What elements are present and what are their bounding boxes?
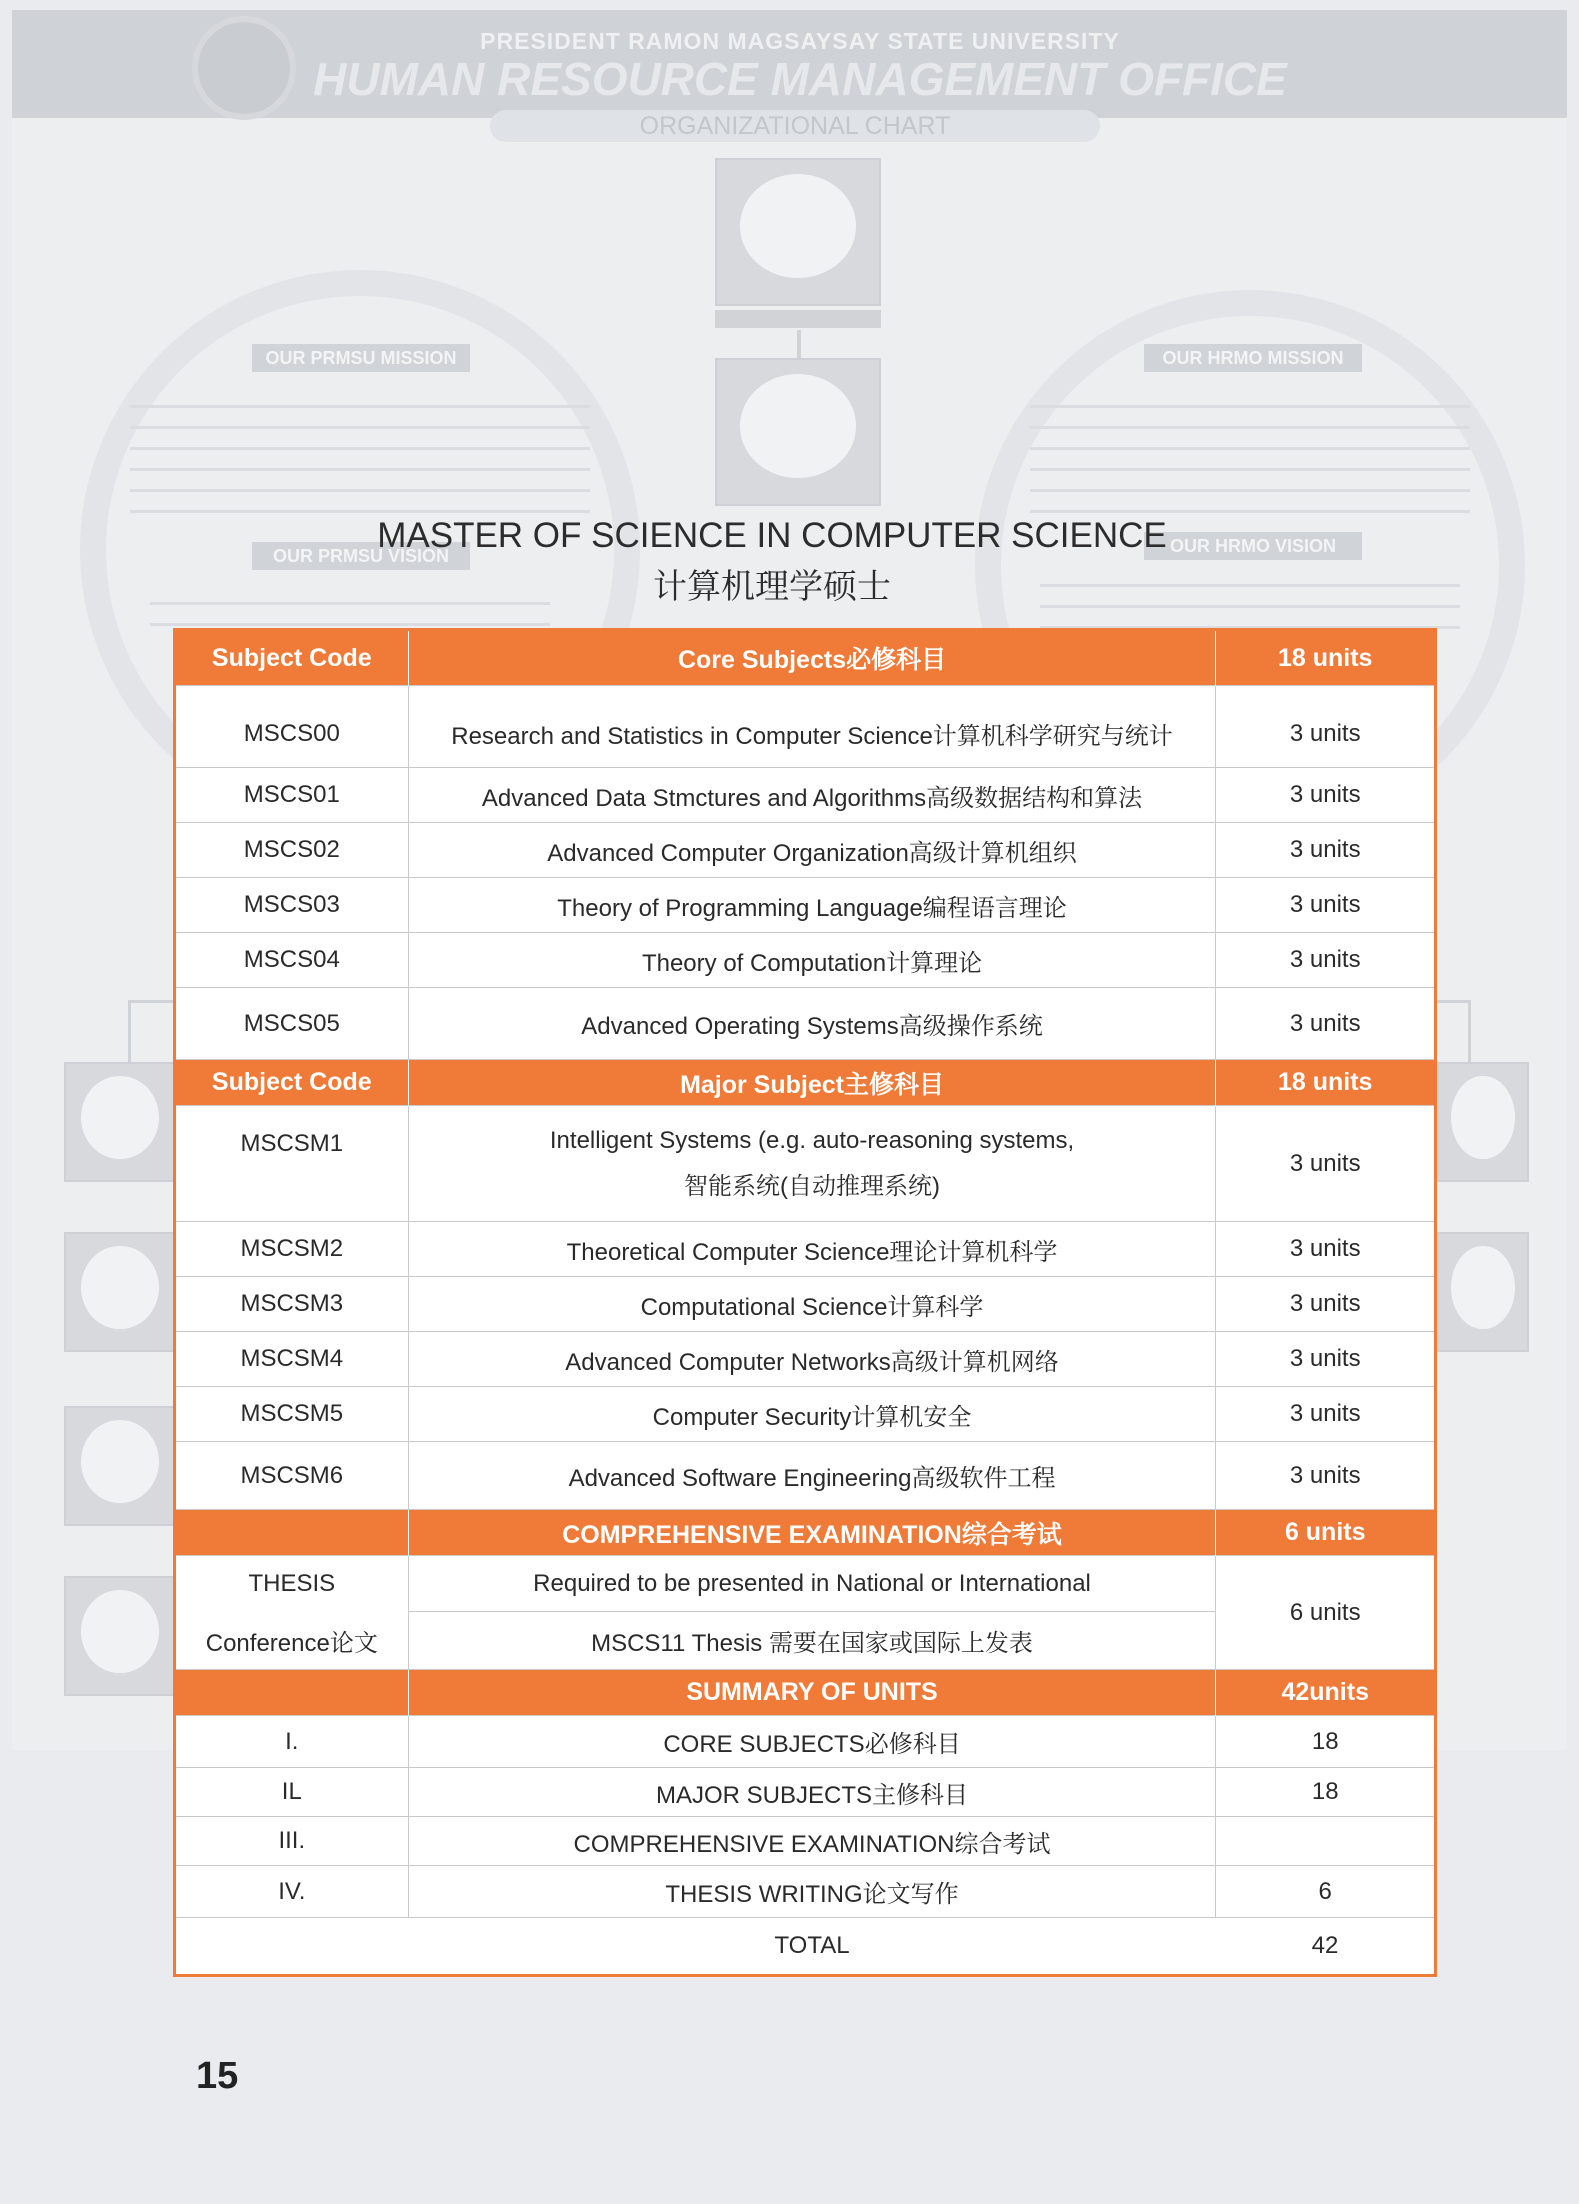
staff-photo-left-3	[64, 1406, 176, 1526]
table-row	[175, 933, 1436, 988]
table-row	[175, 1442, 1436, 1510]
subject-units: 3 units	[1216, 823, 1436, 878]
summary-blank-header	[175, 1670, 409, 1716]
summary-value: 6	[1216, 1866, 1436, 1918]
table-row	[175, 1332, 1436, 1387]
core-code-header: Subject Code	[175, 630, 409, 686]
prmsu-mission-heading: OUR PRMSU MISSION	[252, 344, 470, 372]
subject-code: MSCSM4	[175, 1332, 409, 1387]
subject-code: MSCSM1	[175, 1106, 409, 1222]
prmsu-vision-heading: OUR PRMSU VISION	[252, 542, 470, 570]
core-header-row	[175, 630, 1436, 686]
subject-title: Advanced Software Engineering高级软件工程	[408, 1442, 1216, 1510]
table-row	[175, 1222, 1436, 1277]
major-title-header: Major Subject主修科目	[408, 1060, 1216, 1106]
org-connector	[797, 330, 801, 358]
program-title: MASTER OF SCIENCE IN COMPUTER SCIENCE	[377, 516, 1167, 555]
subject-title: Theory of Computation计算理论	[408, 933, 1216, 988]
thesis-description: MSCS11 Thesis 需要在国家或国际上发表	[408, 1612, 1216, 1670]
summary-header-row	[175, 1670, 1436, 1716]
core-title-header: Core Subjects必修科目	[408, 630, 1216, 686]
subject-title: Advanced Data Stmctures and Algorithms高级数据结构和算法	[408, 768, 1216, 823]
subject-units: 3 units	[1216, 1442, 1436, 1510]
summary-header: SUMMARY OF UNITS	[408, 1670, 1216, 1716]
subject-code: MSCS02	[175, 823, 409, 878]
subject-code: MSCSM3	[175, 1277, 409, 1332]
org-connector-right	[1437, 1000, 1471, 1003]
subject-title: Computer Security计算机安全	[408, 1387, 1216, 1442]
subject-title-line: Intelligent Systems (e.g. auto-reasoning systems,	[549, 1126, 1075, 1154]
subject-title-line: 智能系统(自动推理系统)	[684, 1172, 941, 1200]
table-row	[175, 1277, 1436, 1332]
total-row	[175, 1918, 1436, 1976]
program-subtitle: 计算机理学硕士	[653, 568, 891, 606]
subject-units: 3 units	[1216, 768, 1436, 823]
subject-title: Advanced Operating Systems高级操作系统	[408, 988, 1216, 1060]
hrmo-mission-heading: OUR HRMO MISSION	[1144, 344, 1362, 372]
subject-code: MSCSM2	[175, 1222, 409, 1277]
core-units-header: 18 units	[1216, 630, 1436, 686]
summary-label: COMPREHENSIVE EXAMINATION综合考试	[408, 1817, 1216, 1866]
subject-title: Advanced Computer Networks高级计算机网络	[408, 1332, 1216, 1387]
summary-units-header: 42units	[1216, 1670, 1436, 1716]
subject-units: 3 units	[1216, 1277, 1436, 1332]
subject-code: MSCS01	[175, 768, 409, 823]
table-row	[175, 1716, 1436, 1768]
table-row	[175, 1817, 1436, 1866]
major-units-header: 18 units	[1216, 1060, 1436, 1106]
curriculum-table	[173, 628, 1437, 1977]
table-row	[175, 878, 1436, 933]
subject-units: 3 units	[1216, 878, 1436, 933]
subject-code: MSCS05	[175, 988, 409, 1060]
major-code-header: Subject Code	[175, 1060, 409, 1106]
page-number: 15	[196, 2055, 239, 2097]
table-row	[175, 1768, 1436, 1817]
summary-label: THESIS WRITING论文写作	[408, 1866, 1216, 1918]
university-seal-logo	[192, 16, 296, 120]
thesis-units: 6 units	[1216, 1556, 1436, 1670]
prmsu-mission-text	[130, 405, 590, 515]
office-name: HUMAN RESOURCE MANAGEMENT OFFICE	[313, 53, 1287, 105]
summary-label: CORE SUBJECTS必修科目	[408, 1716, 1216, 1768]
summary-number: I.	[175, 1716, 409, 1768]
subject-title: Research and Statistics in Computer Science计算机科学研究与统计	[408, 686, 1216, 768]
table-row	[175, 1556, 1436, 1612]
hrmo-mission-text	[1030, 405, 1470, 515]
total-value: 42	[1216, 1918, 1436, 1976]
staff-photo-left-2	[64, 1232, 176, 1352]
hrmo-vision-heading: OUR HRMO VISION	[1144, 532, 1362, 560]
subject-code: MSCSM6	[175, 1442, 409, 1510]
university-name: PRESIDENT RAMON MAGSAYSAY STATE UNIVERSITY	[480, 28, 1120, 54]
subject-title: Theoretical Computer Science理论计算机科学	[408, 1222, 1216, 1277]
summary-value: 18	[1216, 1768, 1436, 1817]
president-name-strip	[715, 310, 881, 328]
subject-units: 3 units	[1216, 933, 1436, 988]
table-row	[175, 768, 1436, 823]
comprehensive-blank-header	[175, 1510, 409, 1556]
subject-units: 3 units	[1216, 1106, 1436, 1222]
table-row	[175, 1106, 1436, 1222]
staff-photo-right-2	[1437, 1232, 1529, 1352]
subject-units: 3 units	[1216, 1222, 1436, 1277]
subject-units: 3 units	[1216, 988, 1436, 1060]
subject-code: MSCS00	[175, 686, 409, 768]
total-blank	[175, 1918, 409, 1976]
director-photo	[715, 358, 881, 506]
total-label: TOTAL	[408, 1918, 1216, 1976]
thesis-label: THESIS	[175, 1556, 409, 1612]
conference-label: Conference论文	[175, 1612, 409, 1670]
comprehensive-header-row	[175, 1510, 1436, 1556]
summary-number: III.	[175, 1817, 409, 1866]
subject-units: 3 units	[1216, 1332, 1436, 1387]
chart-label: ORGANIZATIONAL CHART	[490, 110, 1100, 142]
subject-title: Computational Science计算科学	[408, 1277, 1216, 1332]
subject-units: 3 units	[1216, 686, 1436, 768]
subject-title: Advanced Computer Organization高级计算机组织	[408, 823, 1216, 878]
summary-number: IL	[175, 1768, 409, 1817]
thesis-requirement: Required to be presented in National or International	[408, 1556, 1216, 1612]
comprehensive-units-header: 6 units	[1216, 1510, 1436, 1556]
staff-photo-left-1	[64, 1062, 176, 1182]
subject-units: 3 units	[1216, 1387, 1436, 1442]
org-connector-left-vertical	[128, 1000, 131, 1070]
subject-code: MSCS03	[175, 878, 409, 933]
table-row	[175, 988, 1436, 1060]
table-row	[175, 686, 1436, 768]
subject-code: MSCS04	[175, 933, 409, 988]
major-header-row	[175, 1060, 1436, 1106]
org-connector-left	[128, 1000, 178, 1003]
table-row	[175, 1866, 1436, 1918]
summary-label: MAJOR SUBJECTS主修科目	[408, 1768, 1216, 1817]
president-photo	[715, 158, 881, 306]
org-connector-right-vertical	[1468, 1000, 1471, 1070]
subject-title: Theory of Programming Language编程语言理论	[408, 878, 1216, 933]
subject-code: MSCSM5	[175, 1387, 409, 1442]
summary-value: 18	[1216, 1716, 1436, 1768]
staff-photo-left-4	[64, 1576, 176, 1696]
comprehensive-header: COMPREHENSIVE EXAMINATION综合考试	[408, 1510, 1216, 1556]
summary-value	[1216, 1817, 1436, 1866]
subject-title	[408, 1106, 1216, 1222]
table-row	[175, 823, 1436, 878]
staff-photo-right-1	[1437, 1062, 1529, 1182]
summary-number: IV.	[175, 1866, 409, 1918]
table-row	[175, 1387, 1436, 1442]
